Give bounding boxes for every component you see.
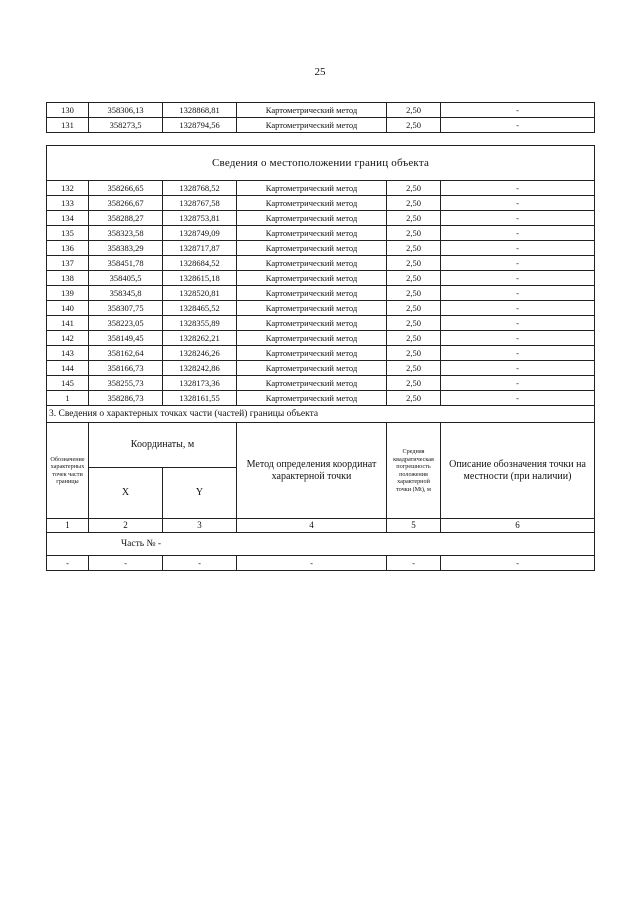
header-x: X — [89, 468, 163, 519]
empty-cell: - — [387, 556, 441, 571]
method: Картометрический метод — [237, 103, 387, 118]
method: Картометрический метод — [237, 181, 387, 196]
point-number: 144 — [47, 361, 89, 376]
coord-y: 1328161,55 — [163, 391, 237, 406]
method: Картометрический метод — [237, 376, 387, 391]
table-row — [47, 211, 595, 226]
point-number: 131 — [47, 118, 89, 133]
description: - — [441, 301, 595, 316]
method: Картометрический метод — [237, 211, 387, 226]
mean-error: 2,50 — [387, 301, 441, 316]
section3-title: 3. Сведения о характерных точках части (частей) границы объекта — [47, 406, 595, 423]
coord-y: 1328262,21 — [163, 331, 237, 346]
mean-error: 2,50 — [387, 271, 441, 286]
mean-error: 2,50 — [387, 241, 441, 256]
coord-y: 1328246,26 — [163, 346, 237, 361]
description: - — [441, 271, 595, 286]
table-row — [47, 376, 595, 391]
table-row — [47, 361, 595, 376]
table-row — [47, 256, 595, 271]
method: Картометрический метод — [237, 256, 387, 271]
mean-error: 2,50 — [387, 346, 441, 361]
coord-y: 1328749,09 — [163, 226, 237, 241]
coord-x: 358166,73 — [89, 361, 163, 376]
part-label-row — [47, 533, 595, 556]
coord-x: 358345,8 — [89, 286, 163, 301]
coord-x: 358286,73 — [89, 391, 163, 406]
table-row — [47, 286, 595, 301]
column-number: 4 — [237, 519, 387, 533]
coord-x: 358383,29 — [89, 241, 163, 256]
header-method: Метод определения координат характерной точки — [237, 423, 387, 519]
description: - — [441, 103, 595, 118]
point-number: 137 — [47, 256, 89, 271]
mean-error: 2,50 — [387, 211, 441, 226]
top-rows-body — [47, 103, 595, 133]
mean-error: 2,50 — [387, 316, 441, 331]
point-number: 142 — [47, 331, 89, 346]
method: Картометрический метод — [237, 196, 387, 211]
part-label: Часть № - — [47, 533, 595, 556]
table-row — [47, 103, 595, 118]
table-row — [47, 346, 595, 361]
table-row — [47, 316, 595, 331]
point-number: 135 — [47, 226, 89, 241]
description: - — [441, 391, 595, 406]
point-number: 143 — [47, 346, 89, 361]
section3-title-row — [47, 406, 595, 423]
method: Картометрический метод — [237, 241, 387, 256]
point-number: 1 — [47, 391, 89, 406]
table-row — [47, 331, 595, 346]
page-number: 25 — [314, 66, 326, 78]
column-number: 5 — [387, 519, 441, 533]
empty-cell: - — [441, 556, 595, 571]
column-number: 3 — [163, 519, 237, 533]
mean-error: 2,50 — [387, 118, 441, 133]
empty-cell: - — [163, 556, 237, 571]
coord-y: 1328767,58 — [163, 196, 237, 211]
mean-error: 2,50 — [387, 286, 441, 301]
empty-data-row — [47, 556, 595, 571]
description: - — [441, 256, 595, 271]
method: Картометрический метод — [237, 346, 387, 361]
coord-y: 1328520,81 — [163, 286, 237, 301]
coord-y: 1328768,52 — [163, 181, 237, 196]
point-number: 139 — [47, 286, 89, 301]
coord-x: 358266,67 — [89, 196, 163, 211]
description: - — [441, 331, 595, 346]
table-row — [47, 118, 595, 133]
coord-y: 1328684,52 — [163, 256, 237, 271]
table-row — [47, 241, 595, 256]
coord-x: 358306,13 — [89, 103, 163, 118]
point-number: 140 — [47, 301, 89, 316]
method: Картометрический метод — [237, 361, 387, 376]
coord-x: 358288,27 — [89, 211, 163, 226]
section-title: Сведения о местоположении границ объекта — [47, 146, 595, 181]
description: - — [441, 226, 595, 241]
table-row — [47, 301, 595, 316]
method: Картометрический метод — [237, 391, 387, 406]
column-number: 6 — [441, 519, 595, 533]
coord-x: 358255,73 — [89, 376, 163, 391]
main-rows-body — [47, 181, 595, 406]
coord-x: 358405,5 — [89, 271, 163, 286]
coordinates-table-continued — [46, 102, 595, 133]
method: Картометрический метод — [237, 118, 387, 133]
description: - — [441, 361, 595, 376]
header-mean-error: Средняя квадратическая погрешность положения характерной точки (Mt), м — [387, 423, 441, 519]
point-number: 134 — [47, 211, 89, 226]
method: Картометрический метод — [237, 316, 387, 331]
column-numbers-row — [47, 519, 595, 533]
description: - — [441, 346, 595, 361]
coord-y: 1328615,18 — [163, 271, 237, 286]
part-section-body — [47, 406, 595, 571]
header-row-1 — [47, 423, 595, 468]
point-number: 132 — [47, 181, 89, 196]
coord-y: 1328173,36 — [163, 376, 237, 391]
point-number: 130 — [47, 103, 89, 118]
coord-y: 1328355,89 — [163, 316, 237, 331]
boundary-points-table — [46, 145, 595, 571]
table-row — [47, 181, 595, 196]
coord-x: 358162,64 — [89, 346, 163, 361]
coord-x: 358273,5 — [89, 118, 163, 133]
mean-error: 2,50 — [387, 103, 441, 118]
coord-x: 358223,05 — [89, 316, 163, 331]
column-number: 2 — [89, 519, 163, 533]
table-row — [47, 391, 595, 406]
section-title-row — [47, 146, 595, 181]
coord-x: 358266,65 — [89, 181, 163, 196]
coord-y: 1328465,52 — [163, 301, 237, 316]
method: Картометрический метод — [237, 301, 387, 316]
mean-error: 2,50 — [387, 331, 441, 346]
table-row — [47, 271, 595, 286]
mean-error: 2,50 — [387, 181, 441, 196]
mean-error: 2,50 — [387, 391, 441, 406]
header-y: Y — [163, 468, 237, 519]
empty-cell: - — [89, 556, 163, 571]
empty-cell: - — [237, 556, 387, 571]
point-number: 133 — [47, 196, 89, 211]
header-description: Описание обозначения точки на местности (при наличии) — [441, 423, 595, 519]
main-table-body — [47, 146, 595, 181]
description: - — [441, 286, 595, 301]
method: Картометрический метод — [237, 271, 387, 286]
table-row — [47, 226, 595, 241]
point-number: 138 — [47, 271, 89, 286]
method: Картометрический метод — [237, 286, 387, 301]
coord-x: 358149,45 — [89, 331, 163, 346]
description: - — [441, 376, 595, 391]
mean-error: 2,50 — [387, 256, 441, 271]
coord-x: 358323,58 — [89, 226, 163, 241]
description: - — [441, 181, 595, 196]
coord-y: 1328868,81 — [163, 103, 237, 118]
header-point-designation: Обозначение характерных точек части границы — [47, 423, 89, 519]
mean-error: 2,50 — [387, 226, 441, 241]
mean-error: 2,50 — [387, 376, 441, 391]
table-row — [47, 196, 595, 211]
coord-y: 1328794,56 — [163, 118, 237, 133]
method: Картометрический метод — [237, 331, 387, 346]
point-number: 145 — [47, 376, 89, 391]
description: - — [441, 316, 595, 331]
header-coordinates: Координаты, м — [89, 423, 237, 468]
mean-error: 2,50 — [387, 196, 441, 211]
description: - — [441, 196, 595, 211]
column-number: 1 — [47, 519, 89, 533]
coord-x: 358451,78 — [89, 256, 163, 271]
description: - — [441, 241, 595, 256]
coord-y: 1328242,86 — [163, 361, 237, 376]
mean-error: 2,50 — [387, 361, 441, 376]
description: - — [441, 118, 595, 133]
point-number: 136 — [47, 241, 89, 256]
point-number: 141 — [47, 316, 89, 331]
coord-y: 1328753,81 — [163, 211, 237, 226]
method: Картометрический метод — [237, 226, 387, 241]
description: - — [441, 211, 595, 226]
coord-y: 1328717,87 — [163, 241, 237, 256]
coord-x: 358307,75 — [89, 301, 163, 316]
empty-cell: - — [47, 556, 89, 571]
